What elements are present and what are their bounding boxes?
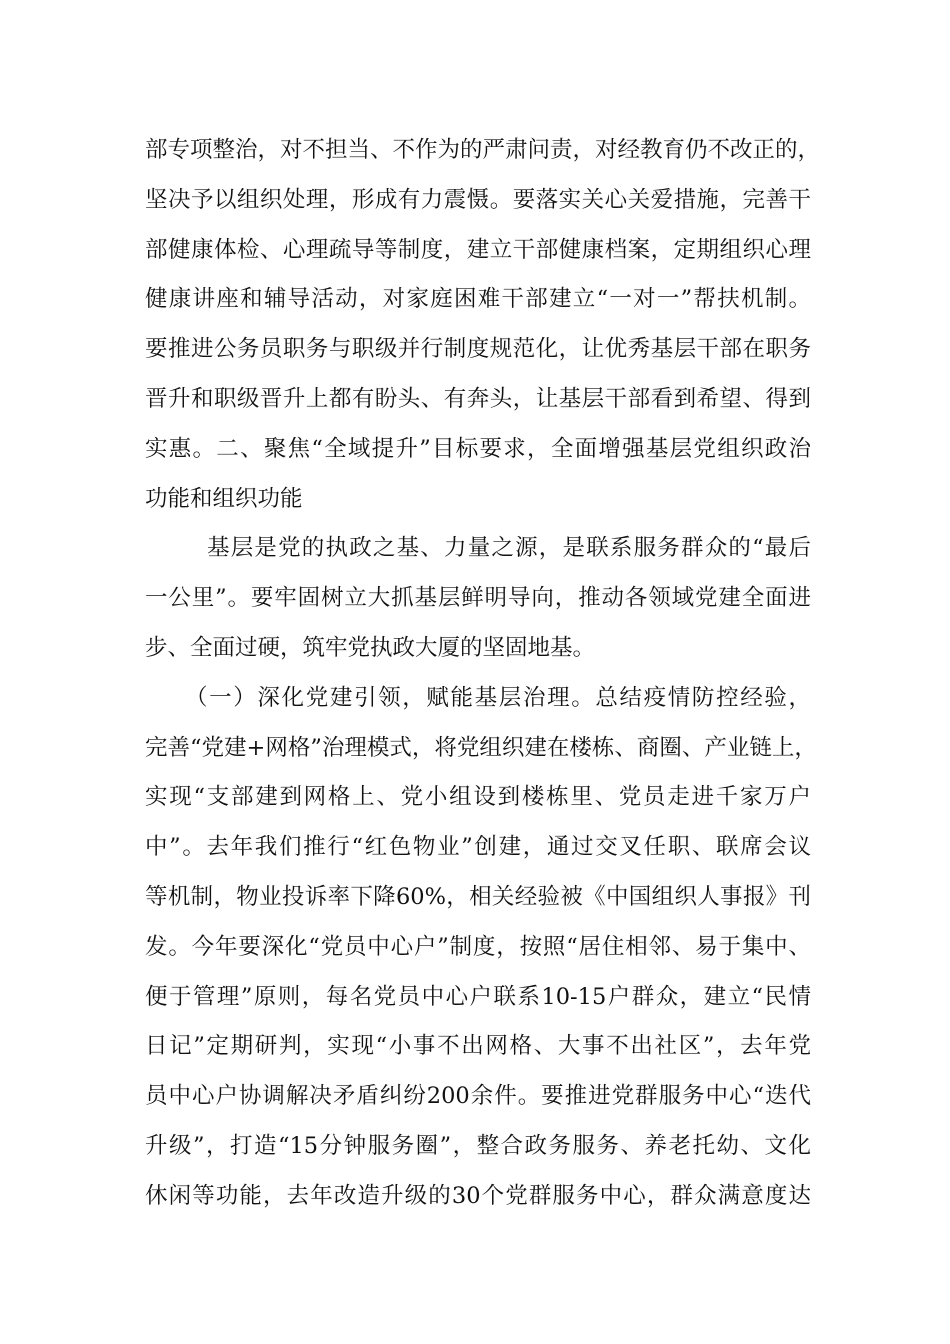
text-line: 中”。去年我们推行“红色物业”创建，通过交叉任职、联席会议 (145, 834, 811, 861)
text-line: 一公里”。要牢固树立大抓基层鲜明导向，推动各领域党建全面进 (145, 585, 811, 612)
text-line: 升级”，打造“15分钟服务圈”，整合政务服务、养老托幼、文化 (145, 1132, 811, 1159)
body-text (145, 126, 821, 1222)
text-line: （一）深化党建引领，赋能基层治理。总结疫情防控经验， (185, 684, 811, 711)
text-line: 基层是党的执政之基、力量之源，是联系服务群众的“最后 (207, 535, 811, 562)
text-line: 日记”定期研判，实现“小事不出网格、大事不出社区”，去年党 (145, 1033, 811, 1060)
text-line: 休闲等功能，去年改造升级的30个党群服务中心，群众满意度达 (145, 1182, 811, 1209)
text-line: 步、全面过硬，筑牢党执政大厦的坚固地基。 (145, 634, 596, 661)
text-line: 实惠。二、聚焦“全域提升”目标要求，全面增强基层党组织政治 (145, 435, 811, 462)
text-line: 健康讲座和辅导活动，对家庭困难干部建立“一对一”帮扶机制。 (145, 286, 811, 313)
paragraph (145, 524, 811, 673)
text-line: 晋升和职级晋升上都有盼头、有奔头，让基层干部看到希望、得到 (145, 385, 811, 412)
text-line: 坚决予以组织处理，形成有力震慑。要落实关心关爱措施，完善干 (145, 186, 811, 213)
text-line: 实现“支部建到网格上、党小组设到楼栋里、党员走进千家万户 (145, 784, 811, 811)
text-line: 便于管理”原则，每名党员中心户联系10-15户群众，建立“民情 (145, 983, 811, 1010)
text-line: 员中心户协调解决矛盾纠纷200余件。要推进党群服务中心“迭代 (145, 1083, 811, 1110)
text-line: 等机制，物业投诉率下降60%，相关经验被《中国组织人事报》刊 (145, 883, 811, 910)
text-line: 发。今年要深化“党员中心户”制度，按照“居住相邻、易于集中、 (145, 933, 811, 960)
text-line: 要推进公务员职务与职级并行制度规范化，让优秀基层干部在职务 (145, 336, 811, 363)
text-line: 部专项整治，对不担当、不作为的严肃问责，对经教育仍不改正的， (145, 137, 821, 163)
paragraph (145, 126, 821, 524)
text-line: 部健康体检、心理疏导等制度，建立干部健康档案，定期组织心理 (145, 236, 811, 263)
text-line: 功能和组织功能 (145, 485, 303, 512)
paragraph (145, 674, 817, 1222)
text-line: 完善“党建+网格”治理模式，将党组织建在楼栋、商圈、产业链上， (145, 734, 817, 761)
